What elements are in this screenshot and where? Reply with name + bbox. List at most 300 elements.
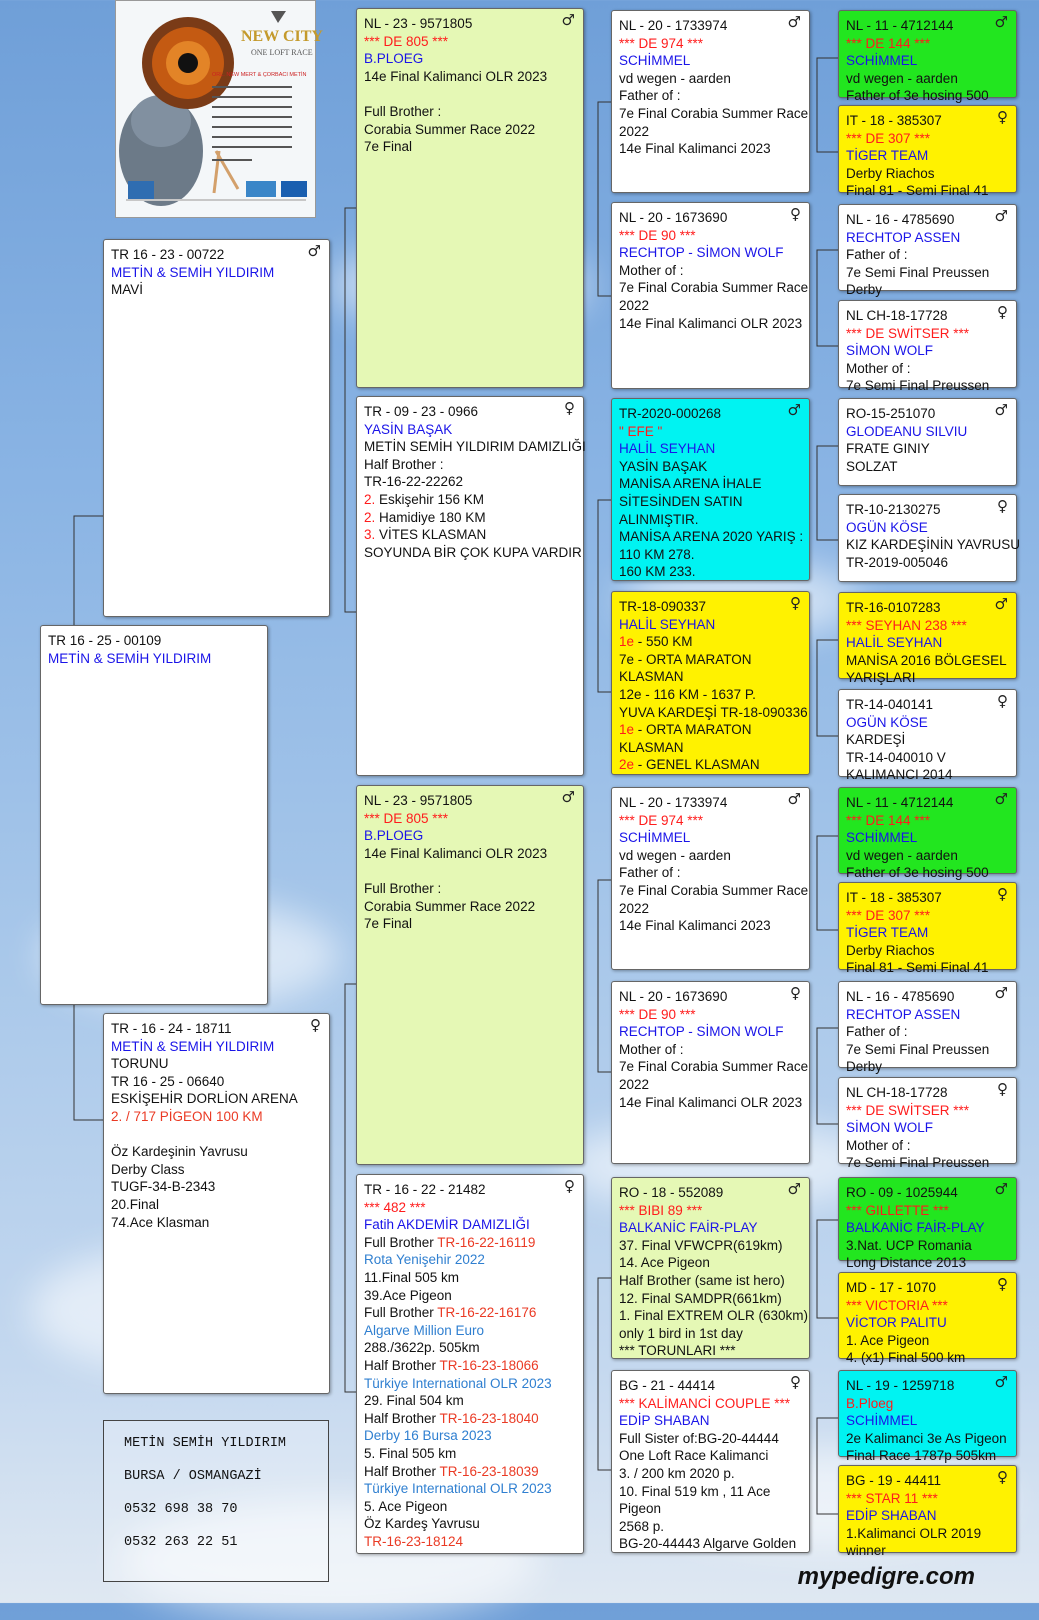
line-text: SCHİMMEL [619, 830, 691, 846]
pedigree-line [619, 458, 803, 476]
line-text: BALKANİC FAİR-PLAY [846, 1220, 985, 1236]
pigeon-card-h2[interactable] [838, 105, 1017, 199]
line-text: KLASMAN [619, 669, 684, 685]
pedigree-line [846, 52, 1010, 70]
pigeon-card-dam[interactable] [103, 1013, 330, 1394]
pedigree-line [364, 1234, 577, 1252]
male-symbol-icon: ♂ [994, 207, 1008, 225]
line-text: Öz Kardeşinin Yavrusu [111, 1144, 248, 1160]
pedigree-line [111, 1055, 323, 1073]
line-text: Mother of : [619, 1041, 684, 1057]
line-text: TİGER TEAM [846, 148, 929, 164]
pedigree-line [619, 1094, 803, 1112]
male-symbol-icon: ♂ [994, 1373, 1008, 1391]
pedigree-line [619, 546, 803, 564]
line-text: 20.Final [111, 1196, 160, 1212]
related-ring-number: TR-16-23-18039 [439, 1463, 539, 1479]
related-ring-number: TR-16-22-16119 [437, 1234, 536, 1250]
line-text: 1.Kalimanci OLR 2019 [846, 1525, 982, 1541]
pedigree-line [846, 829, 1010, 847]
ring-number [364, 15, 577, 33]
ring-number [364, 792, 577, 810]
pigeon-card-sd[interactable] [356, 396, 584, 776]
line-text: Full Brother : [364, 103, 442, 119]
line-text: *** DE 144 *** [846, 812, 931, 828]
line-text: Öz Kardeş Yavrusu [364, 1516, 480, 1532]
pedigree-line [619, 829, 803, 847]
pedigree-line [111, 1214, 323, 1232]
pedigree-line [364, 68, 577, 86]
ring-number [846, 112, 1010, 130]
site-watermark[interactable]: mypedigre.com [797, 1563, 975, 1590]
line-text: METİN & SEMİH YILDIRIM [111, 264, 275, 280]
pedigree-line [111, 264, 323, 282]
line-text: MANİSA ARENA İHALE [619, 476, 762, 492]
female-symbol-icon: ♀ [790, 594, 801, 612]
pedigree-line [364, 898, 577, 916]
line-text: 14e Final Kalimanci OLR 2023 [364, 68, 548, 84]
pedigree-line [111, 1108, 323, 1126]
line-text: 2022 [619, 900, 650, 916]
line-text: YASİN BAŞAK [364, 421, 453, 437]
line-text: Full Brother [364, 1234, 438, 1250]
pedigree-line [364, 1216, 577, 1234]
pigeon-card-ds[interactable] [356, 785, 584, 1165]
line-text: VİTES KLASMAN [375, 527, 487, 543]
rank-prefix: 2e [619, 757, 635, 773]
male-symbol-icon: ♂ [787, 1180, 801, 1198]
male-symbol-icon: ♂ [307, 242, 321, 260]
pigeon-card-dd[interactable] [356, 1174, 584, 1554]
pedigree-line [619, 1254, 803, 1272]
owner-phone-2: 0532 263 22 51 [124, 1535, 238, 1550]
pedigree-line [364, 827, 577, 845]
line-text: NL CH-18-17728 [846, 308, 948, 323]
pedigree-line [364, 509, 577, 527]
pedigree-line [619, 52, 803, 70]
male-symbol-icon: ♂ [561, 788, 575, 806]
pedigree-line [846, 1006, 1010, 1024]
line-text: ALINMIŞTIR. [619, 511, 699, 527]
line-text [111, 1127, 115, 1142]
line-text: 7e Final [364, 916, 413, 932]
line-text: 3. / 200 km 2020 p. [619, 1465, 735, 1481]
pigeon-photo-card [115, 0, 323, 218]
pedigree-line [846, 440, 1010, 458]
line-text: 160 KM 233. [619, 564, 696, 580]
pedigree-line [619, 633, 803, 651]
female-symbol-icon: ♀ [310, 1016, 321, 1034]
pedigree-line [619, 1447, 803, 1465]
pedigree-line [619, 1465, 803, 1483]
pedigree-line [111, 1038, 323, 1056]
line-text: 12. Final SAMDPR(661km) [619, 1290, 782, 1306]
pedigree-line [619, 739, 803, 757]
pedigree-line [364, 1339, 577, 1357]
ring-number [846, 794, 1010, 812]
line-text: YARIŞLARI [846, 670, 916, 686]
line-text: 2022 [619, 123, 650, 139]
rank-prefix: 1e [619, 634, 635, 650]
pigeon-card-h1[interactable] [838, 10, 1017, 104]
pedigree-line [619, 423, 803, 441]
pigeon-card-h6[interactable] [838, 494, 1021, 582]
pedigree-line [619, 917, 803, 935]
female-symbol-icon: ♀ [564, 1177, 575, 1195]
pedigree-line [619, 511, 803, 529]
owner-city: BURSA / OSMANGAZİ [124, 1469, 262, 1484]
pigeon-card-g5[interactable] [611, 787, 810, 970]
line-text: 2568 p. [619, 1518, 665, 1534]
pedigree-line [846, 87, 1010, 105]
line-text: EDİP SHABAN [619, 1413, 710, 1429]
line-text: 11.Final 505 km [364, 1269, 460, 1285]
pedigree-line [846, 1314, 1010, 1332]
line-text: Father of 3e hosing 500 [846, 865, 989, 881]
line-text: Father of : [846, 1024, 908, 1040]
male-symbol-icon: ♂ [994, 13, 1008, 31]
pedigree-line [846, 714, 1010, 732]
pedigree-line [619, 812, 803, 830]
pedigree-line [846, 264, 1010, 282]
pedigree-line [619, 1325, 803, 1343]
line-text: Corabia Summer Race 2022 [364, 121, 536, 137]
male-symbol-icon: ♂ [787, 790, 801, 808]
line-text: Long Distance 2013 [846, 1255, 967, 1271]
ring-number [846, 405, 1010, 423]
line-text: 12e - 116 KM - 1637 P. [619, 686, 756, 702]
pedigree-line [619, 262, 803, 280]
pedigree-line [846, 1395, 1010, 1413]
line-text: Derby 16 Bursa 2023 [364, 1428, 492, 1444]
pedigree-line [364, 473, 577, 491]
pedigree-line [619, 563, 803, 581]
pedigree-line [846, 281, 1010, 299]
pedigree-line [364, 1515, 577, 1533]
pedigree-line [846, 360, 1010, 378]
line-text: TR-14-040010 V [846, 749, 946, 765]
line-text: 288./3622p. 505km [364, 1340, 480, 1356]
ring-number [619, 988, 803, 1006]
pedigree-line [619, 668, 803, 686]
ring-number [364, 403, 577, 421]
pedigree-line [111, 1196, 323, 1214]
pedigree-line [364, 1304, 577, 1322]
line-text: Full Brother : [364, 880, 442, 896]
line-text: HALİL SEYHAN [619, 616, 716, 632]
line-text: *** TORUNLARI *** [619, 1343, 736, 1359]
line-text: NL - 20 - 1673690 [619, 210, 728, 225]
pigeon-card-sire[interactable] [103, 239, 330, 617]
pedigree-line [619, 721, 803, 739]
line-text: vd wegen - aarden [846, 70, 958, 86]
line-text: NL - 23 - 9571805 [364, 793, 473, 808]
female-symbol-icon: ♀ [997, 1275, 1008, 1293]
line-text: BG-20-44443 Algarve Golden [619, 1536, 797, 1552]
pigeon-card-h14[interactable] [838, 1272, 1017, 1366]
line-text: IT - 18 - 385307 [846, 890, 942, 905]
pedigree-line [846, 182, 1010, 200]
line-text: VİCTOR PALITU [846, 1315, 947, 1331]
pedigree-line [846, 1102, 1010, 1120]
pigeon-card-g6[interactable] [611, 981, 810, 1164]
pedigree-line [364, 1463, 577, 1481]
pedigree-line [846, 458, 1010, 476]
pedigree-line [364, 915, 577, 933]
line-text: Mother of : [846, 1137, 911, 1153]
line-text: SİMON WOLF [846, 343, 933, 359]
line-text: only 1 bird in 1st day [619, 1325, 743, 1341]
pedigree-line [846, 35, 1010, 53]
pigeon-card-h3[interactable] [838, 204, 1017, 298]
pedigree-line [364, 1392, 577, 1410]
pigeon-card-h13[interactable] [838, 1177, 1017, 1271]
line-text: MAVİ [111, 282, 144, 298]
ring-number [846, 307, 1010, 325]
ring-number [846, 1084, 1010, 1102]
line-text: TR-14-040141 [846, 697, 934, 712]
pedigree-line [111, 1143, 323, 1161]
related-ring-number: TR-16-23-18040 [439, 1410, 539, 1426]
owner-stamp [103, 1420, 329, 1582]
pedigree-line [619, 528, 803, 546]
pigeon-card-h16[interactable] [838, 1465, 1017, 1559]
pedigree-line [364, 845, 577, 863]
line-text: 7e Final Corabia Summer Race [619, 105, 809, 121]
line-text: 1. Ace Pigeon [846, 1332, 930, 1348]
ring-number [619, 17, 803, 35]
line-text: 7e Final Corabia Summer Race [619, 882, 809, 898]
pedigree-line [619, 279, 809, 297]
pedigree-line [846, 766, 1010, 784]
pedigree-line [846, 377, 1010, 395]
pigeon-card-g2[interactable] [611, 202, 810, 389]
male-symbol-icon: ♂ [787, 13, 801, 31]
male-symbol-icon: ♂ [561, 11, 575, 29]
line-text: *** DE 307 *** [846, 130, 931, 146]
line-text: 14e Final Kalimanci OLR 2023 [619, 315, 803, 331]
pedigree-line [846, 924, 1010, 942]
pedigree-line [619, 475, 803, 493]
ring-number [846, 1377, 1010, 1395]
pedigree-line [846, 1041, 1010, 1059]
brand-logo: NEW CITY [241, 28, 323, 45]
pigeon-card-g8[interactable] [611, 1370, 810, 1553]
line-text [364, 863, 368, 878]
ring-number [846, 211, 1010, 229]
line-text: RO - 18 - 552089 [619, 1185, 724, 1200]
pigeon-card-h12[interactable] [838, 1077, 1017, 1171]
line-text: 110 KM 278. [619, 546, 695, 562]
line-text: YASİN BAŞAK [619, 458, 708, 474]
pedigree-line [619, 440, 803, 458]
line-text: 7e Final Corabia Summer Race [619, 1059, 809, 1075]
pigeon-card-h11[interactable] [838, 981, 1017, 1075]
pedigree-line [619, 1041, 803, 1059]
pedigree-line [846, 959, 1010, 977]
line-text: Hamidiye 180 KM [375, 509, 486, 525]
line-text: Fatih AKDEMİR DAMIZLIĞI [364, 1217, 530, 1233]
line-text: SİMON WOLF [846, 1120, 933, 1136]
pedigree-line [364, 1375, 577, 1393]
line-text: 14e Final Kalimanci 2023 [619, 141, 771, 157]
line-text: 10. Final 519 km , 11 Ace [619, 1483, 771, 1499]
ring-number [619, 598, 803, 616]
pedigree-line [846, 130, 1010, 148]
pedigree-line [619, 1342, 803, 1360]
line-text: *** 482 *** [364, 1199, 426, 1215]
ring-number [619, 209, 803, 227]
pigeon-card-g1[interactable] [611, 10, 810, 193]
pedigree-line [846, 536, 1021, 554]
pedigree-line [846, 812, 1010, 830]
line-text: Pigeon [619, 1501, 662, 1517]
pedigree-line [846, 942, 1010, 960]
pigeon-card-h7[interactable] [838, 592, 1017, 686]
ring-number [364, 1181, 577, 1199]
pigeon-card-h10[interactable] [838, 882, 1017, 976]
pedigree-line [364, 526, 577, 544]
pedigree-line [846, 1119, 1010, 1137]
pedigree-line [846, 634, 1010, 652]
female-symbol-icon: ♀ [997, 108, 1008, 126]
line-text: *** DE 974 *** [619, 35, 704, 51]
line-text: NL - 16 - 4785690 [846, 989, 955, 1004]
male-symbol-icon: ♂ [994, 1180, 1008, 1198]
pedigree-line [364, 1427, 577, 1445]
pedigree-line [846, 669, 1010, 687]
line-text: *** DE 90 *** [619, 1006, 696, 1022]
female-symbol-icon: ♀ [790, 205, 801, 223]
pedigree-line [619, 140, 803, 158]
line-text: B.PLOEG [364, 51, 424, 67]
ring-number [619, 1184, 803, 1202]
pigeon-card-h9[interactable] [838, 787, 1017, 881]
pedigree-line [619, 87, 803, 105]
line-text: METİN SEMİH YILDIRIM DAMIZLIĞI [364, 439, 586, 455]
line-text: 7e Semi Final Preussen [846, 264, 990, 280]
line-text: TR - 09 - 23 - 0966 [364, 404, 479, 419]
pedigree-line [364, 1445, 577, 1463]
pedigree-line [846, 731, 1010, 749]
line-text: YUVA KARDEŞİ TR-18-090336 [619, 704, 808, 720]
pigeon-card-h5[interactable] [838, 398, 1017, 486]
line-text: *** DE 144 *** [846, 35, 931, 51]
pedigree-line [619, 1500, 803, 1518]
line-text: GLODEANU SILVIU [846, 423, 968, 439]
pedigree-line [846, 1023, 1010, 1041]
line-text: 3.Nat. UCP Romania [846, 1237, 972, 1253]
line-text: TR-16-22-22262 [364, 474, 464, 490]
line-text: FRATE GINIY [846, 441, 930, 457]
pigeon-card-g7[interactable] [611, 1177, 810, 1359]
line-text: SİTESİNDEN SATIN [619, 493, 743, 509]
pedigree-line [364, 103, 577, 121]
pigeon-card-h15[interactable] [838, 1370, 1017, 1464]
pigeon-card-g3[interactable] [611, 398, 810, 581]
female-symbol-icon: ♀ [790, 984, 801, 1002]
line-text: Derby [846, 282, 883, 298]
pedigree-line [364, 456, 577, 474]
male-symbol-icon: ♂ [994, 595, 1008, 613]
pedigree-line [619, 105, 809, 123]
line-text: SCHİMMEL [846, 53, 918, 69]
pedigree-line [619, 900, 803, 918]
pigeon-card-subject[interactable] [40, 625, 268, 1005]
pedigree-line [619, 756, 803, 774]
pedigree-line [619, 1237, 803, 1255]
pedigree-line [364, 1322, 577, 1340]
line-text: *** DE SWİTSER *** [846, 1102, 970, 1118]
line-text: SCHİMMEL [846, 830, 918, 846]
photo-caption: ORL. NEW MERT & ÇORBACI METİN [212, 72, 307, 78]
line-text: Full Brother [364, 1305, 438, 1321]
pedigree-line [846, 165, 1010, 183]
rank-prefix: 2. [364, 509, 376, 525]
pedigree-line [846, 1542, 1010, 1560]
line-text: Corabia Summer Race 2022 [364, 898, 536, 914]
pedigree-line [846, 1412, 1010, 1430]
pedigree-line [364, 1533, 577, 1551]
pedigree-line [846, 652, 1010, 670]
pedigree-line [364, 810, 577, 828]
male-symbol-icon: ♂ [994, 984, 1008, 1002]
line-text: SCHİMMEL [619, 53, 691, 69]
pedigree-line [619, 882, 809, 900]
brand-logo-sub: ONE LOFT RACE [251, 48, 313, 57]
line-text: *** STAR 11 *** [846, 1490, 938, 1506]
female-symbol-icon: ♀ [790, 1373, 801, 1391]
pedigree-line [364, 1251, 577, 1269]
female-symbol-icon: ♀ [564, 399, 575, 417]
pedigree-line [846, 1507, 1010, 1525]
rank-prefix: 2. [364, 491, 376, 507]
line-text: TR - 16 - 22 - 21482 [364, 1182, 486, 1197]
line-text: *** VICTORIA *** [846, 1297, 948, 1313]
pedigree-line [619, 1219, 803, 1237]
pedigree-line [364, 1410, 577, 1428]
line-text: 7e Final Corabia Summer Race [619, 280, 809, 296]
pedigree-line [619, 1412, 803, 1430]
pigeon-card-h4[interactable] [838, 300, 1017, 394]
line-text: 7e Semi Final Preussen [846, 378, 990, 394]
line-text: Final 81 - Semi Final 41 [846, 183, 989, 199]
line-text: 7e - ORTA MARATON [619, 651, 752, 667]
line-text: NL - 20 - 1733974 [619, 795, 728, 810]
pedigree-line [619, 704, 808, 722]
line-text: BALKANİC FAİR-PLAY [619, 1220, 758, 1236]
pedigree-line [846, 907, 1010, 925]
pedigree-line [846, 1525, 1010, 1543]
pedigree-line [846, 1332, 1010, 1350]
ring-number [619, 1377, 803, 1395]
line-text: TR-16-23-18124 [364, 1533, 464, 1549]
pigeon-card-ss[interactable] [356, 8, 584, 388]
line-text: 14. Ace Pigeon [619, 1255, 710, 1271]
line-text: TR-2019-005046 [846, 554, 949, 570]
line-text: METİN & SEMİH YILDIRIM [111, 1038, 275, 1054]
line-text: Father of : [846, 247, 908, 263]
pedigree-line [364, 138, 577, 156]
pedigree-line [619, 847, 803, 865]
pedigree-line [846, 519, 1010, 537]
line-text: B.Ploeg [846, 1395, 894, 1411]
pigeon-card-h8[interactable] [838, 689, 1017, 783]
line-text: Derby Riachos [846, 942, 935, 958]
pedigree-line [619, 1307, 809, 1325]
pigeon-card-g4[interactable] [611, 591, 810, 775]
line-text: MANİSA 2016 BÖLGESEL [846, 652, 1007, 668]
